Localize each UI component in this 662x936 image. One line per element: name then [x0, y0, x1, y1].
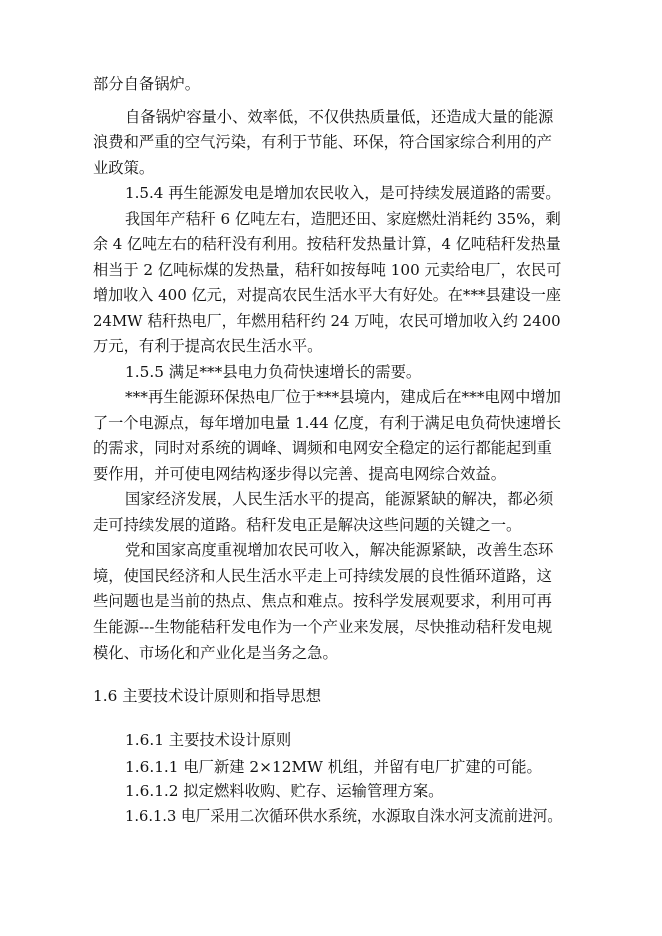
section-heading: 1.5.4 再生能源发电是增加农民收入，是可持续发展道路的需要。: [125, 184, 561, 202]
paragraph-line: 浪费和严重的空气污染，有利于节能、环保，符合国家综合利用的产: [93, 133, 552, 151]
paragraph-line: 自备锅炉容量小、效率低，不仅供热质量低，还造成大量的能源: [125, 108, 554, 126]
paragraph-line: 24MW 秸秆热电厂，年燃用秸秆约 24 万吨，农民可增加收入约 2400: [93, 312, 561, 330]
paragraph-line: 的需求，同时对系统的调峰、调频和电网安全稳定的运行都能起到重: [93, 439, 552, 457]
paragraph-line: 国家经济发展，人民生活水平的提高，能源紧缺的解决，都必须: [125, 490, 554, 508]
paragraph-line: 些问题也是当前的热点、焦点和难点。按科学发展观要求，利用可再: [93, 592, 552, 610]
paragraph-line: 万元，有利于提高农民生活水平。: [93, 337, 323, 355]
paragraph-line: 要作用，并可使电网结构逐步得以完善、提高电网综合效益。: [93, 465, 507, 483]
paragraph-line: ***再生能源环保热电厂位于***县境内，建成后在***电网中增加: [125, 388, 561, 406]
paragraph-line: 增加收入 400 亿元，对提高农民生活水平大有好处。在***县建设一座: [93, 286, 561, 304]
list-item: 1.6.1.3 电厂采用二次循环供水系统，水源取自洙水河支流前进河。: [125, 807, 563, 825]
subsection-heading: 1.6.1 主要技术设计原则: [125, 731, 292, 749]
paragraph-line: 党和国家高度重视增加农民可收入，解决能源紧缺，改善生态环: [125, 541, 554, 559]
paragraph-line: 模化、市场化和产业化是当务之急。: [93, 644, 338, 662]
paragraph-line: 境，使国民经济和人民生活水平走上可持续发展的良性循环道路，这: [93, 567, 552, 585]
paragraph-line: 生能源---生物能秸秆发电作为一个产业来发展，尽快推动秸秆发电规: [93, 618, 553, 636]
paragraph-line: 余 4 亿吨左右的秸秆没有利用。按秸秆发热量计算，4 亿吨秸秆发热量: [93, 235, 561, 253]
paragraph-line: 了一个电源点，每年增加电量 1.44 亿度，有利于满足电负荷快速增长: [93, 414, 562, 432]
paragraph-line: 我国年产秸秆 6 亿吨左右，造肥还田、家庭燃灶消耗约 35%，剩: [125, 210, 561, 228]
section-heading: 1.6 主要技术设计原则和指导思想: [93, 687, 322, 705]
paragraph-line: 相当于 2 亿吨标煤的发热量，秸秆如按每吨 100 元卖给电厂，农民可: [93, 261, 562, 279]
paragraph-line: 业政策。: [93, 159, 155, 177]
section-heading: 1.5.5 满足***县电力负荷快速增长的需要。: [125, 363, 422, 381]
paragraph-line: 部分自备锅炉。: [93, 75, 201, 93]
paragraph-line: 走可持续发展的道路。秸秆发电正是解决这些问题的关键之一。: [93, 516, 522, 534]
list-item: 1.6.1.1 电厂新建 2×12MW 机组，并留有电厂扩建的可能。: [125, 758, 542, 776]
list-item: 1.6.1.2 拟定燃料收购、贮存、运输管理方案。: [125, 782, 444, 800]
